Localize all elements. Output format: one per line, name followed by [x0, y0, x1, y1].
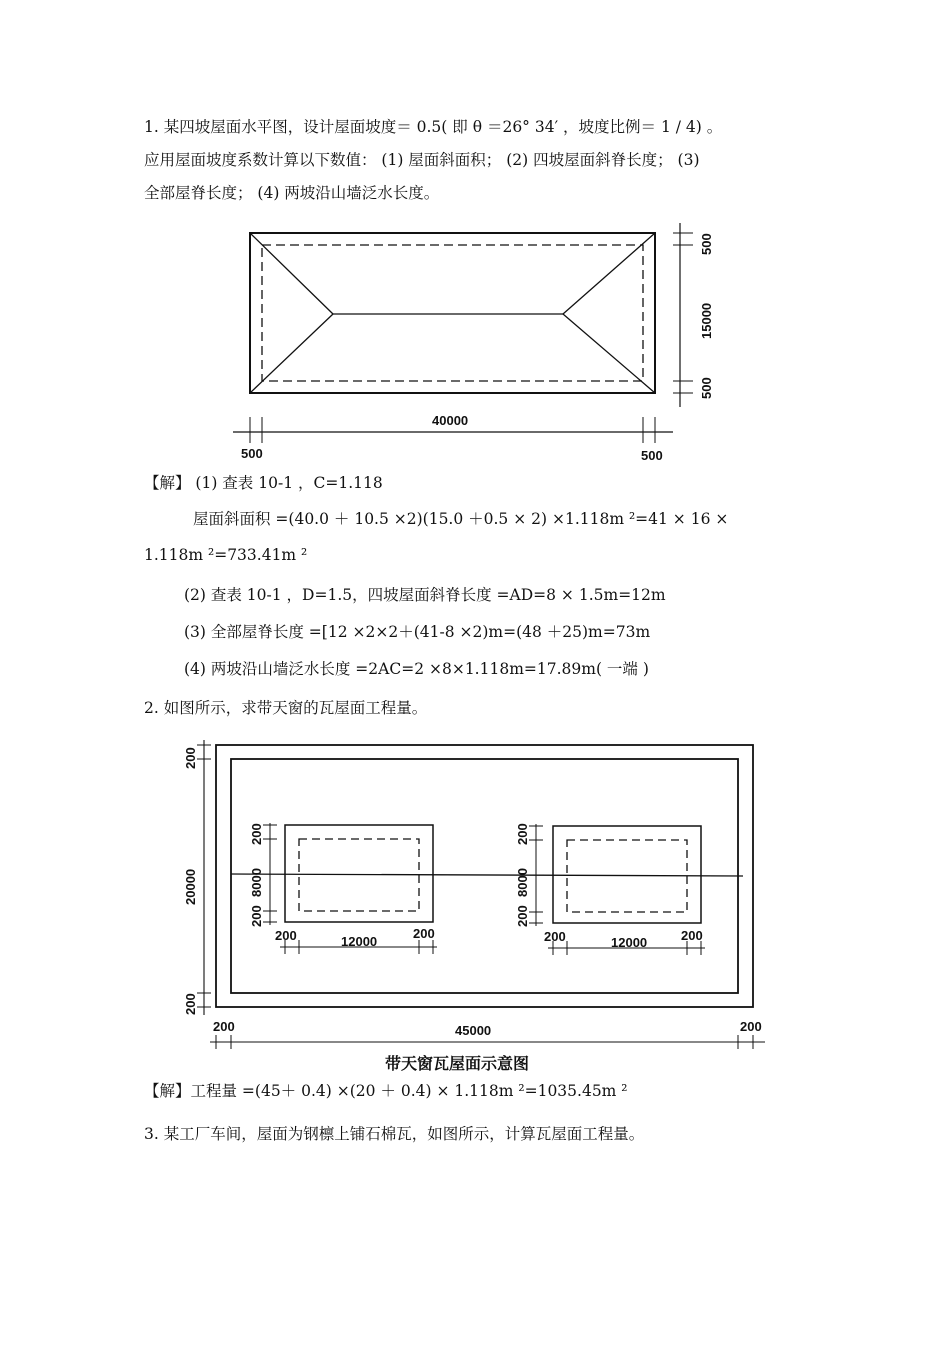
dim-bottom-500: 500: [699, 377, 714, 399]
solution1-line5: (3) 全部屋脊长度 =[12 ×2×2＋(41-8 ×2)m=(48 ＋25)m=73m: [184, 623, 651, 641]
dim-sky-right-left-200: 200: [544, 929, 566, 944]
solution1-line2: 屋面斜面积 =(40.0 ＋ 10.5 ×2)(15.0 ＋0.5 × 2) ×1.118m ²=41 × 16 ×: [193, 510, 729, 528]
dim-outer-right-200: 200: [740, 1019, 762, 1034]
dim-sky-left-left-200: 200: [275, 928, 297, 943]
solution2-line1: 【解】工程量 =(45＋ 0.4) ×(20 ＋ 0.4) × 1.118m ²=1035.45m ²: [144, 1082, 628, 1100]
problem2-line1: 2. 如图所示，求带天窗的瓦屋面工程量。: [144, 699, 428, 717]
solution1-line4: (2) 查表 10-1 ，D=1.5，四坡屋面斜脊长度 =AD=8 × 1.5m=12m: [184, 586, 666, 604]
solution1-line1: 【解】 (1) 查表 10-1 ，C=1.118: [144, 474, 383, 492]
dim-left-500: 500: [241, 446, 263, 461]
dim-sky-right-height-8000: 8000: [515, 868, 530, 897]
solution1-line3: 1.118m ²=733.41m ²: [144, 546, 308, 564]
problem3-line1: 3. 某工厂车间，屋面为钢檩上铺石棉瓦，如图所示，计算瓦屋面工程量。: [144, 1125, 645, 1143]
problem1-line2: 应用屋面坡度系数计算以下数值： (1) 屋面斜面积； (2) 四坡屋面斜脊长度； (3): [144, 151, 700, 169]
problem1-line3: 全部屋脊长度； (4) 两坡沿山墙泛水长度。: [144, 184, 440, 202]
hip-roof-plan-figure: [225, 215, 735, 465]
dim-span-15000: 15000: [699, 302, 714, 339]
center-ridge-line: [231, 874, 743, 876]
dim-outer-left-200: 200: [213, 1019, 235, 1034]
dim-outer-height-20000: 20000: [183, 868, 198, 905]
problem1-line1: 1. 某四坡屋面水平图，设计屋面坡度＝ 0.5( 即 θ ＝26° 34′ ，坡度比例＝ 1 / 4) 。: [144, 118, 723, 136]
skylight-roof-figure: [175, 735, 785, 1080]
wall-dashed-outline: [262, 245, 643, 381]
solution1-line6: (4) 两坡沿山墙泛水长度 =2AC=2 ×8×1.118m=17.89m( 一端 ): [184, 660, 649, 678]
dim-outer-length-45000: 45000: [455, 1023, 492, 1038]
dim-length-40000: 40000: [432, 413, 469, 428]
dim-top-500: 500: [699, 233, 714, 255]
dim-sky-left-height-8000: 8000: [249, 868, 264, 897]
dim-outer-top-200: 200: [183, 747, 198, 769]
dim-sky-left-top-200: 200: [249, 823, 264, 845]
dim-sky-left-width-12000: 12000: [341, 934, 378, 949]
dim-sky-left-right-200: 200: [413, 926, 435, 941]
dim-outer-bottom-200: 200: [183, 993, 198, 1015]
dim-sky-right-top-200: 200: [515, 823, 530, 845]
dim-sky-right-width-12000: 12000: [611, 935, 648, 950]
figure2-caption: 带天窗瓦屋面示意图: [385, 1056, 530, 1073]
dim-sky-right-right-200: 200: [681, 928, 703, 943]
dim-right-500: 500: [641, 448, 663, 463]
dim-sky-right-bottom-200: 200: [515, 905, 530, 927]
dim-sky-left-bottom-200: 200: [249, 905, 264, 927]
roof-outline: [250, 233, 655, 393]
